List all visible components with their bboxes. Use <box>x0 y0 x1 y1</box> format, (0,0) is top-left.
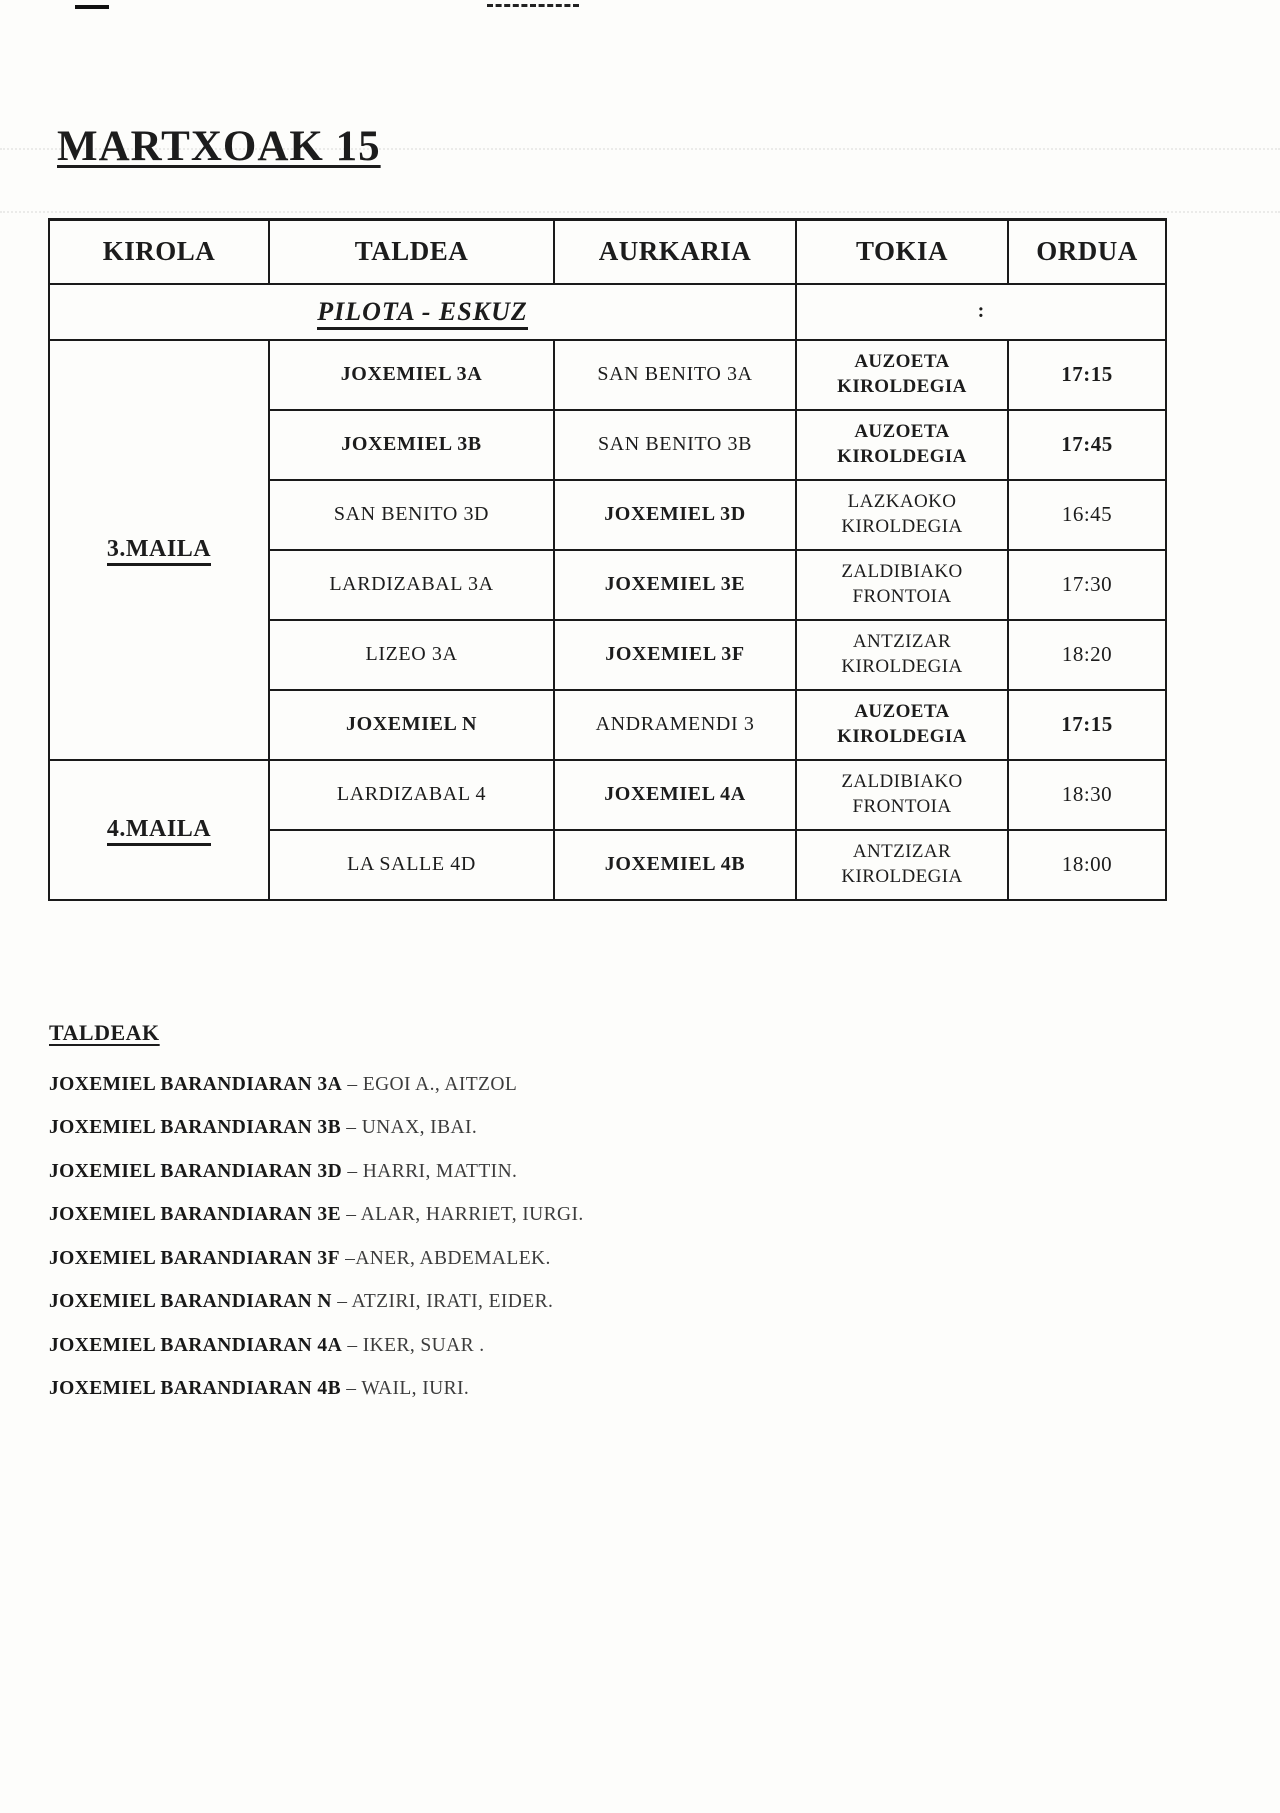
taldea-cell: SAN BENITO 3D <box>269 480 554 550</box>
taldeak-entry <box>49 1161 949 1183</box>
scan-artifact <box>487 4 579 7</box>
tokia-cell: AUZOETA KIROLDEGIA <box>796 690 1008 760</box>
taldeak-entry <box>49 1248 949 1270</box>
taldeak-entry <box>49 1117 949 1139</box>
team-name: JOXEMIEL BARANDIARAN 3B <box>49 1117 341 1139</box>
section-label: PILOTA - ESKUZ <box>317 297 527 330</box>
taldea-cell: LARDIZABAL 3A <box>269 550 554 620</box>
section-cell <box>49 284 796 340</box>
team-name: JOXEMIEL BARANDIARAN 4B <box>49 1377 341 1399</box>
team-roster: –ANER, ABDEMALEK. <box>345 1247 551 1269</box>
team-name: JOXEMIEL BARANDIARAN 3E <box>49 1204 341 1226</box>
section-row <box>49 284 1166 340</box>
ordua-cell: 17:15 <box>1008 340 1166 410</box>
tokia-cell: ZALDIBIAKO FRONTOIA <box>796 760 1008 830</box>
team-roster: – ALAR, HARRIET, IURGI. <box>346 1204 584 1226</box>
column-header-aurkaria: AURKARIA <box>554 220 796 284</box>
ordua-cell: 18:00 <box>1008 830 1166 900</box>
taldeak-entry <box>49 1204 949 1226</box>
team-name: JOXEMIEL BARANDIARAN 3A <box>49 1074 343 1095</box>
team-roster: – IKER, SUAR . <box>347 1334 485 1356</box>
ordua-cell: 17:30 <box>1008 550 1166 620</box>
scan-artifact <box>75 5 109 9</box>
maila-group-label: 3.MAILA <box>107 536 211 566</box>
tokia-cell: AUZOETA KIROLDEGIA <box>796 340 1008 410</box>
ordua-cell: 18:30 <box>1008 760 1166 830</box>
taldea-cell: LIZEO 3A <box>269 620 554 690</box>
ordua-cell: 16:45 <box>1008 480 1166 550</box>
column-header-ordua: ORDUA <box>1008 220 1166 284</box>
column-header-taldea: TALDEA <box>269 220 554 284</box>
taldea-cell: JOXEMIEL 3B <box>269 410 554 480</box>
taldeak-entry <box>49 1378 949 1400</box>
taldeak-list <box>49 1074 949 1400</box>
match-schedule-table <box>48 218 1167 901</box>
tokia-cell: ANTZIZAR KIROLDEGIA <box>796 620 1008 690</box>
tokia-cell: ZALDIBIAKO FRONTOIA <box>796 550 1008 620</box>
taldeak-heading: TALDEAK <box>49 1020 160 1045</box>
tokia-cell: LAZKAOKO KIROLDEGIA <box>796 480 1008 550</box>
taldea-cell: JOXEMIEL N <box>269 690 554 760</box>
ordua-cell: 17:15 <box>1008 690 1166 760</box>
ordua-cell: 17:45 <box>1008 410 1166 480</box>
maila-group-label: 4.MAILA <box>107 816 211 846</box>
column-header-kirola: KIROLA <box>49 220 269 284</box>
team-roster: – ATZIRI, IRATI, EIDER. <box>337 1291 554 1313</box>
aurkaria-cell: JOXEMIEL 3F <box>554 620 796 690</box>
ordua-cell: 18:20 <box>1008 620 1166 690</box>
maila-group-cell <box>49 340 269 760</box>
maila-group-cell <box>49 760 269 900</box>
taldeak-section <box>49 1020 949 1421</box>
team-name: JOXEMIEL BARANDIARAN 3F <box>49 1247 340 1269</box>
aurkaria-cell: ANDRAMENDI 3 <box>554 690 796 760</box>
taldeak-entry <box>49 1335 949 1357</box>
team-roster: – WAIL, IURI. <box>346 1377 470 1399</box>
taldeak-entry <box>49 1291 949 1313</box>
aurkaria-cell: JOXEMIEL 4B <box>554 830 796 900</box>
aurkaria-cell: JOXEMIEL 3E <box>554 550 796 620</box>
page-title: MARTXOAK 15 <box>57 123 381 170</box>
team-roster: – UNAX, IBAI. <box>346 1117 478 1139</box>
schedule-row <box>49 760 1166 830</box>
tokia-cell: AUZOETA KIROLDEGIA <box>796 410 1008 480</box>
section-mark-cell: : <box>796 284 1166 340</box>
schedule-row <box>49 340 1166 410</box>
taldea-cell: LARDIZABAL 4 <box>269 760 554 830</box>
team-name: JOXEMIEL BARANDIARAN N <box>49 1291 332 1313</box>
tokia-cell: ANTZIZAR KIROLDEGIA <box>796 830 1008 900</box>
aurkaria-cell: JOXEMIEL 3D <box>554 480 796 550</box>
team-roster: – HARRI, MATTIN. <box>347 1160 518 1182</box>
scan-band <box>0 211 1280 213</box>
team-name: JOXEMIEL BARANDIARAN 4A <box>49 1334 343 1356</box>
taldea-cell: JOXEMIEL 3A <box>269 340 554 410</box>
team-roster: – EGOI A., AITZOL <box>347 1074 518 1095</box>
table-header-row <box>49 220 1166 284</box>
aurkaria-cell: SAN BENITO 3A <box>554 340 796 410</box>
aurkaria-cell: SAN BENITO 3B <box>554 410 796 480</box>
taldea-cell: LA SALLE 4D <box>269 830 554 900</box>
column-header-tokia: TOKIA <box>796 220 1008 284</box>
aurkaria-cell: JOXEMIEL 4A <box>554 760 796 830</box>
taldeak-entry <box>49 1074 949 1096</box>
team-name: JOXEMIEL BARANDIARAN 3D <box>49 1160 343 1182</box>
schedule-body <box>49 340 1166 900</box>
